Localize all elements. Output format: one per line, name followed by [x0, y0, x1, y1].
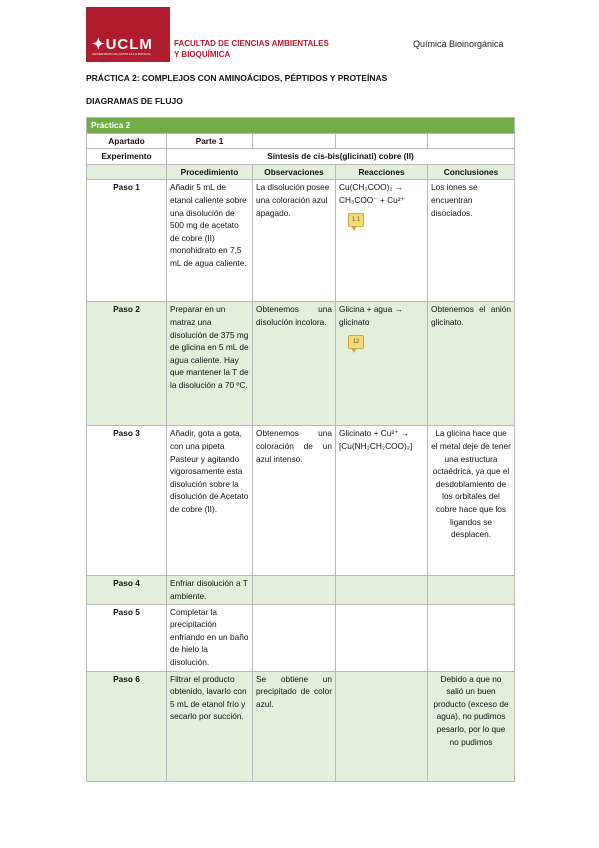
faculty-name	[174, 38, 329, 60]
step-label: Paso 4	[87, 576, 167, 604]
observation-cell: La disolución posee una coloración azul apagado.	[253, 180, 336, 302]
flow-diagram-table	[86, 117, 515, 782]
conclusion-cell: Los iones se encuentran disociados.	[428, 180, 515, 302]
header-reactions: Reacciones	[336, 164, 428, 180]
column-header-row	[87, 164, 515, 180]
table-row	[87, 180, 515, 302]
section-subtitle: DIAGRAMAS DE FLUJO	[86, 96, 183, 106]
logo-subtext: UNIVERSIDAD DE CASTILLA-LA MANCHA	[92, 52, 151, 56]
conclusion-cell	[428, 576, 515, 604]
faculty-line-1: FACULTAD DE CIENCIAS AMBIENTALES	[174, 39, 329, 48]
conclusion-cell	[428, 604, 515, 671]
step-label: Paso 3	[87, 426, 167, 576]
reaction-cell: Glicinato + Cu²⁺ → [Cu(NH₂CH₂COO)₂]	[336, 426, 428, 576]
reaction-cell	[336, 671, 428, 781]
observation-cell: Obtenemos una disolución incolora.	[253, 302, 336, 426]
procedure-cell: Preparar en un matraz una disolución de 375 mg de glicina en 5 mL de agua caliente. Hay que mantener la T de la disolución a 70 ºC.	[167, 302, 253, 426]
uclm-logo	[86, 7, 170, 62]
observation-cell: Se obtiene un precipitado de color azul.	[253, 671, 336, 781]
conclusion-cell: Debido a que no salió un buen producto (exceso de agua), no pudimos pesarlo, por lo que no pudimos	[428, 671, 515, 781]
empty-cell	[87, 164, 167, 180]
apartado-row	[87, 133, 515, 149]
reaction-cell	[336, 604, 428, 671]
apartado-label: Apartado	[87, 133, 167, 149]
reaction-cell	[336, 576, 428, 604]
conclusion-cell: Obtenemos el anión glicinato.	[428, 302, 515, 426]
step-label: Paso 6	[87, 671, 167, 781]
procedure-cell: Añadir, gota a gota, con una pipeta Pasteur y agitando vigorosamente esta disolución sobre la disolución de Acetato de cobre (II).	[167, 426, 253, 576]
table-row	[87, 671, 515, 781]
experimento-label: Experimento	[87, 149, 167, 165]
faculty-line-2: Y BIOQUÍMICA	[174, 50, 231, 59]
conclusion-cell: La glicina hace que el metal deje de tener una estructura octaédrica, ya que el desdoblamiento de los orbitales del cobre hace que los ligandos se desplacen.	[428, 426, 515, 576]
reaction-text: Glicina + agua → glicinato	[339, 304, 403, 327]
observation-cell	[253, 576, 336, 604]
reaction-cell	[336, 302, 428, 426]
comment-note-icon[interactable]: 1.1	[348, 213, 364, 227]
step-label: Paso 2	[87, 302, 167, 426]
comment-note-icon[interactable]: 12	[348, 335, 364, 349]
header-procedure: Procedimiento	[167, 164, 253, 180]
header-observations: Observaciones	[253, 164, 336, 180]
course-name: Química Bioinorgánica	[413, 39, 504, 49]
table-banner: Práctica 2	[87, 118, 515, 134]
table-banner-row	[87, 118, 515, 134]
observation-cell	[253, 604, 336, 671]
step-label: Paso 5	[87, 604, 167, 671]
procedure-cell: Enfriar disolución a T ambiente.	[167, 576, 253, 604]
experimento-value: Síntesis de cis-bis(glicinati) cobre (II)	[167, 149, 515, 165]
header-conclusions: Conclusiones	[428, 164, 515, 180]
procedure-cell: Añadir 5 mL de etanol caliente sobre una disolución de 500 mg de acetato de cobre (II) monohidrato en 7,5 mL de agua caliente.	[167, 180, 253, 302]
table-row	[87, 604, 515, 671]
step-label: Paso 1	[87, 180, 167, 302]
experimento-row	[87, 149, 515, 165]
procedure-cell: Completar la precipitación enfriando en un baño de hielo la disolución.	[167, 604, 253, 671]
table-row	[87, 302, 515, 426]
logo-text: ✦UCLM	[92, 36, 153, 53]
table-row	[87, 426, 515, 576]
table-row	[87, 576, 515, 604]
document-title: PRÁCTICA 2: COMPLEJOS CON AMINOÁCIDOS, PÉPTIDOS Y PROTEÍNAS	[86, 73, 388, 83]
observation-cell: Obtenemos una coloración de un azul intenso.	[253, 426, 336, 576]
empty-cell	[428, 133, 515, 149]
empty-cell	[253, 133, 336, 149]
apartado-value: Parte 1	[167, 133, 253, 149]
reaction-cell	[336, 180, 428, 302]
reaction-text: Cu(CH₃COO)₂ → CH₃COO⁻ + Cu²⁺	[339, 182, 405, 205]
empty-cell	[336, 133, 428, 149]
procedure-cell: Filtrar el producto obtenido, lavarlo con 5 mL de etanol frío y secarlo por succión.	[167, 671, 253, 781]
